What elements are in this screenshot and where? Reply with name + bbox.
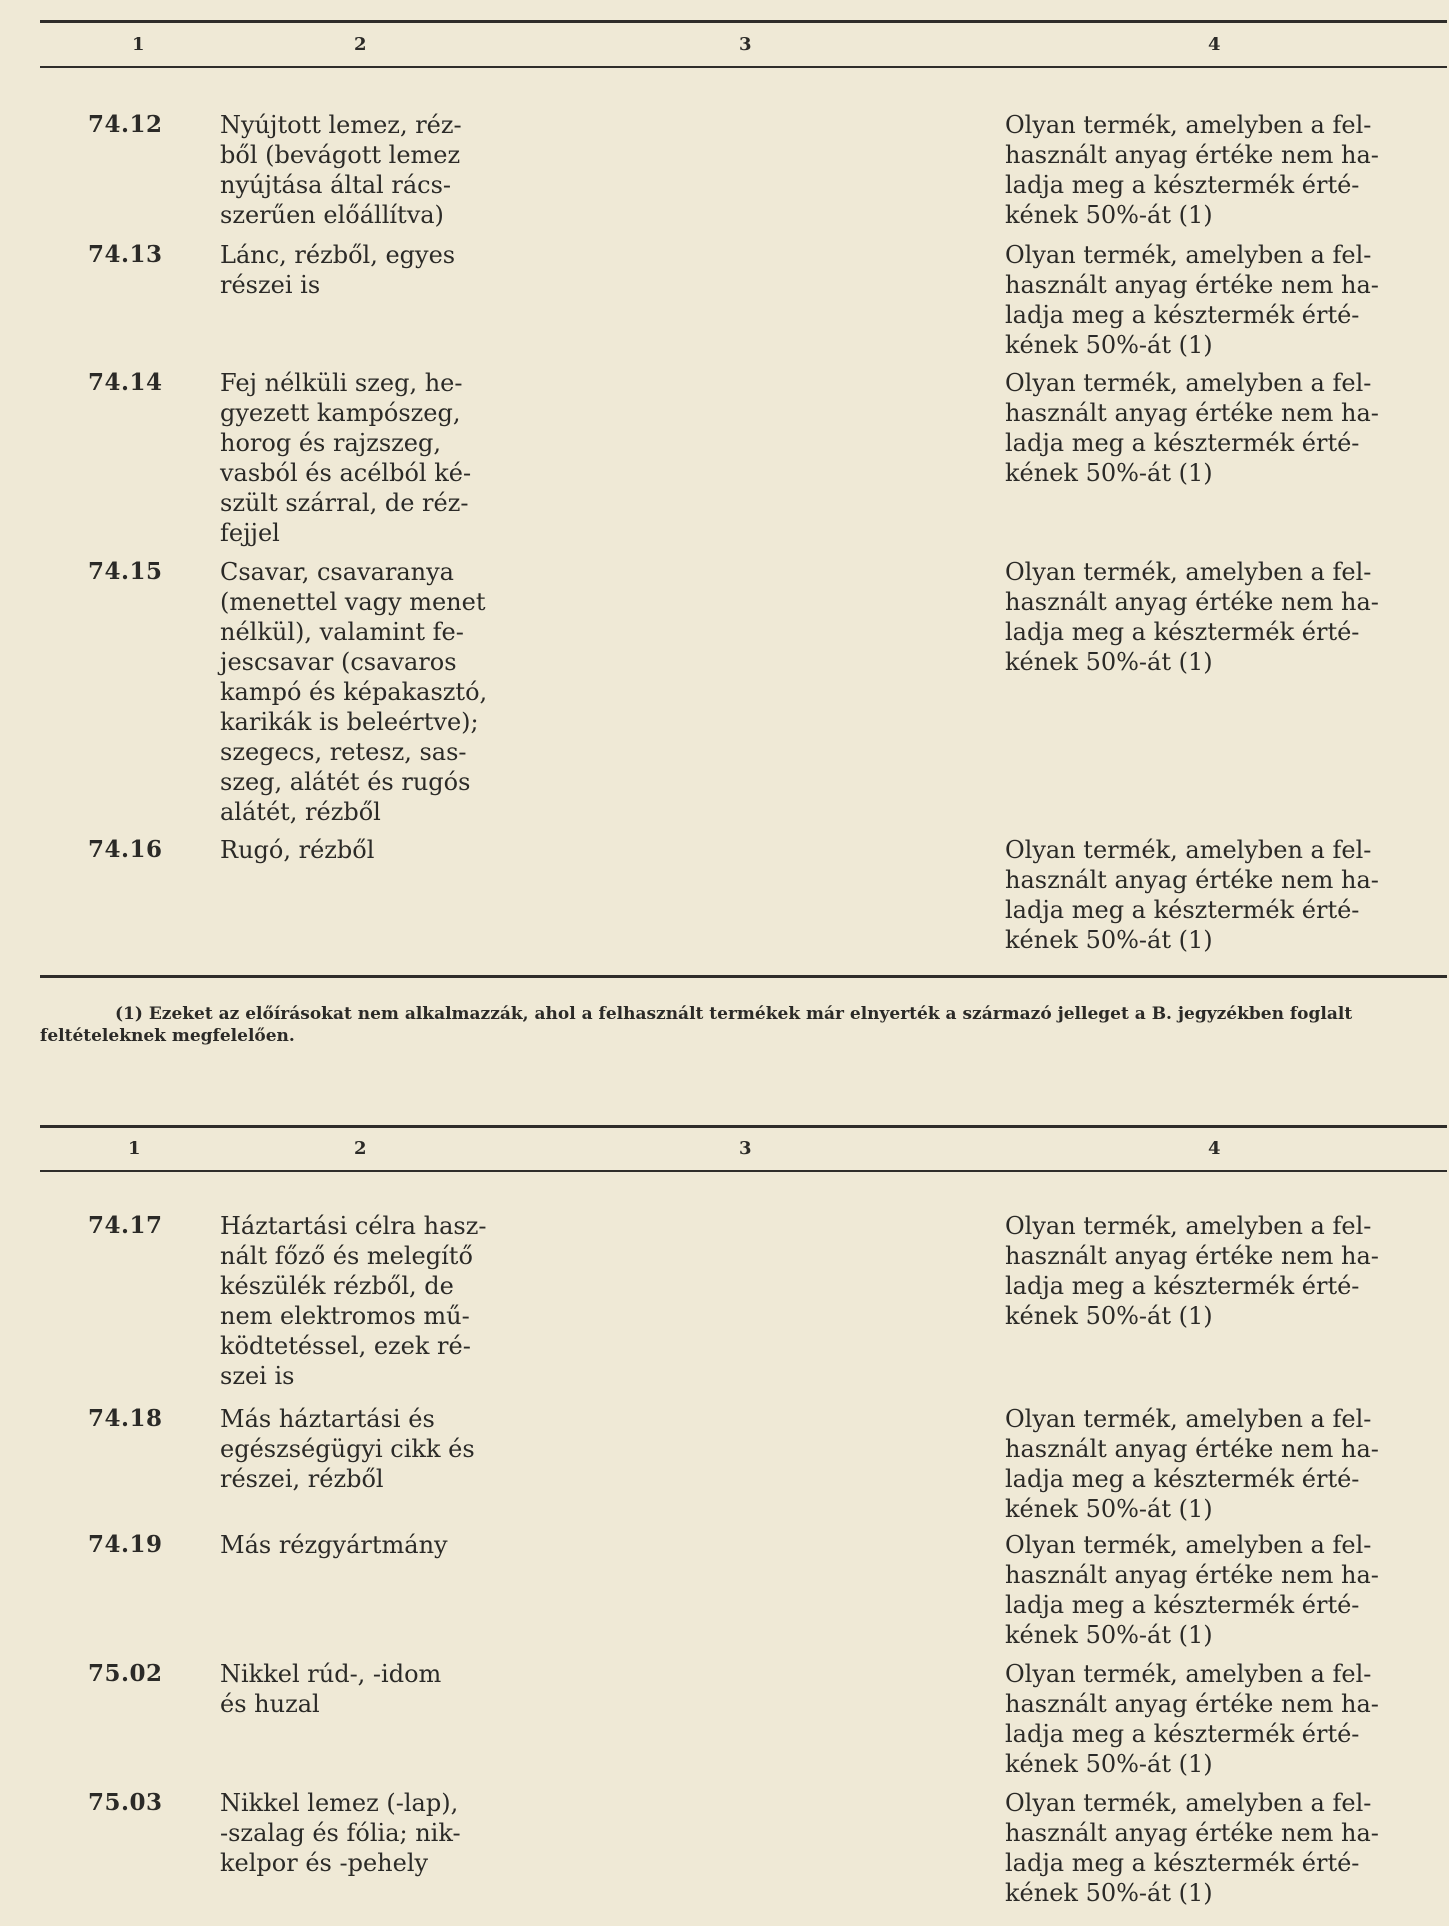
row-description: Csavar, csavaranya (menettel vagy menet nélkül), valamint fe- jescsavar (csavaros kampó és képakasztó, karikák is beleértve); szegecs, retesz, sas- szeg, alátét és rugós alátét, rézből	[220, 558, 488, 826]
table2-header-col3: 3	[739, 1138, 752, 1159]
table1-header-col3: 3	[739, 34, 752, 55]
table1-header-col4: 4	[1208, 34, 1221, 55]
row-description: Rugó, rézből	[220, 836, 375, 864]
table2-header-col1: 1	[128, 1138, 141, 1159]
row-description: Lánc, rézből, egyes részei is	[220, 241, 456, 299]
table2-header-rule	[40, 1170, 1447, 1172]
row-condition: Olyan termék, amelyben a fel- használt anyag értéke nem ha- ladja meg a késztermék érté- kének 50%-át (1)	[1005, 836, 1379, 954]
table2-header-col4: 4	[1208, 1138, 1221, 1159]
row-condition: Olyan termék, amelyben a fel- használt anyag értéke nem ha- ladja meg a késztermék érté- kének 50%-át (1)	[1005, 558, 1379, 676]
row-code: 75.02	[88, 1660, 163, 1687]
row-condition: Olyan termék, amelyben a fel- használt anyag értéke nem ha- ladja meg a késztermék érté- kének 50%-át (1)	[1005, 1789, 1379, 1907]
table1-header-rule	[40, 66, 1447, 68]
row-condition: Olyan termék, amelyben a fel- használt anyag értéke nem ha- ladja meg a késztermék érté- kének 50%-át (1)	[1005, 1531, 1379, 1649]
row-condition: Olyan termék, amelyben a fel- használt anyag értéke nem ha- ladja meg a késztermék érté- kének 50%-át (1)	[1005, 369, 1379, 487]
row-condition: Olyan termék, amelyben a fel- használt anyag értéke nem ha- ladja meg a késztermék érté- kének 50%-át (1)	[1005, 1660, 1379, 1778]
row-code: 74.12	[88, 111, 163, 138]
table1-top-rule	[40, 20, 1447, 23]
row-description: Fej nélküli szeg, he- gyezett kampószeg, horog és rajzszeg, vasból és acélból ké- szült szárral, de réz- fejjel	[220, 369, 472, 547]
row-condition: Olyan termék, amelyben a fel- használt anyag értéke nem ha- ladja meg a késztermék érté- kének 50%-át (1)	[1005, 241, 1379, 359]
row-description: Más rézgyártmány	[220, 1531, 448, 1559]
table1-bottom-rule	[40, 975, 1447, 978]
row-code: 74.16	[88, 836, 163, 863]
row-description: Nikkel rúd-, -idom és huzal	[220, 1660, 442, 1718]
row-code: 74.15	[88, 558, 163, 585]
table2-header-col2: 2	[354, 1138, 367, 1159]
footnote: (1) Ezeket az előírásokat nem alkalmazzák, ahol a felhasznált termékek már elnyerték a származó jelleget a B. jegyzékben foglalt feltételeknek megfelelően.	[40, 1004, 1353, 1046]
row-description: Nikkel lemez (-lap), -szalag és fólia; nik- kelpor és -pehely	[220, 1789, 461, 1877]
table1-header-col1: 1	[132, 34, 145, 55]
row-code: 75.03	[88, 1789, 163, 1816]
row-code: 74.17	[88, 1212, 163, 1239]
table2-top-rule	[40, 1125, 1447, 1128]
row-condition: Olyan termék, amelyben a fel- használt anyag értéke nem ha- ladja meg a késztermék érté- kének 50%-át (1)	[1005, 1405, 1379, 1523]
row-code: 74.13	[88, 241, 163, 268]
row-code: 74.19	[88, 1531, 163, 1558]
row-description: Más háztartási és egészségügyi cikk és részei, rézből	[220, 1405, 475, 1493]
row-code: 74.14	[88, 369, 163, 396]
row-code: 74.18	[88, 1405, 163, 1432]
row-description: Nyújtott lemez, réz- ből (bevágott lemez nyújtása által rács- szerűen előállítva)	[220, 111, 462, 229]
row-description: Háztartási célra hasz- nált főző és melegítő készülék rézből, de nem elektromos mű- ködtetéssel, ezek ré- szei is	[220, 1212, 487, 1390]
row-condition: Olyan termék, amelyben a fel- használt anyag értéke nem ha- ladja meg a késztermék érté- kének 50%-át (1)	[1005, 111, 1379, 229]
row-condition: Olyan termék, amelyben a fel- használt anyag értéke nem ha- ladja meg a késztermék érté- kének 50%-át (1)	[1005, 1212, 1379, 1330]
table1-header-col2: 2	[354, 34, 367, 55]
